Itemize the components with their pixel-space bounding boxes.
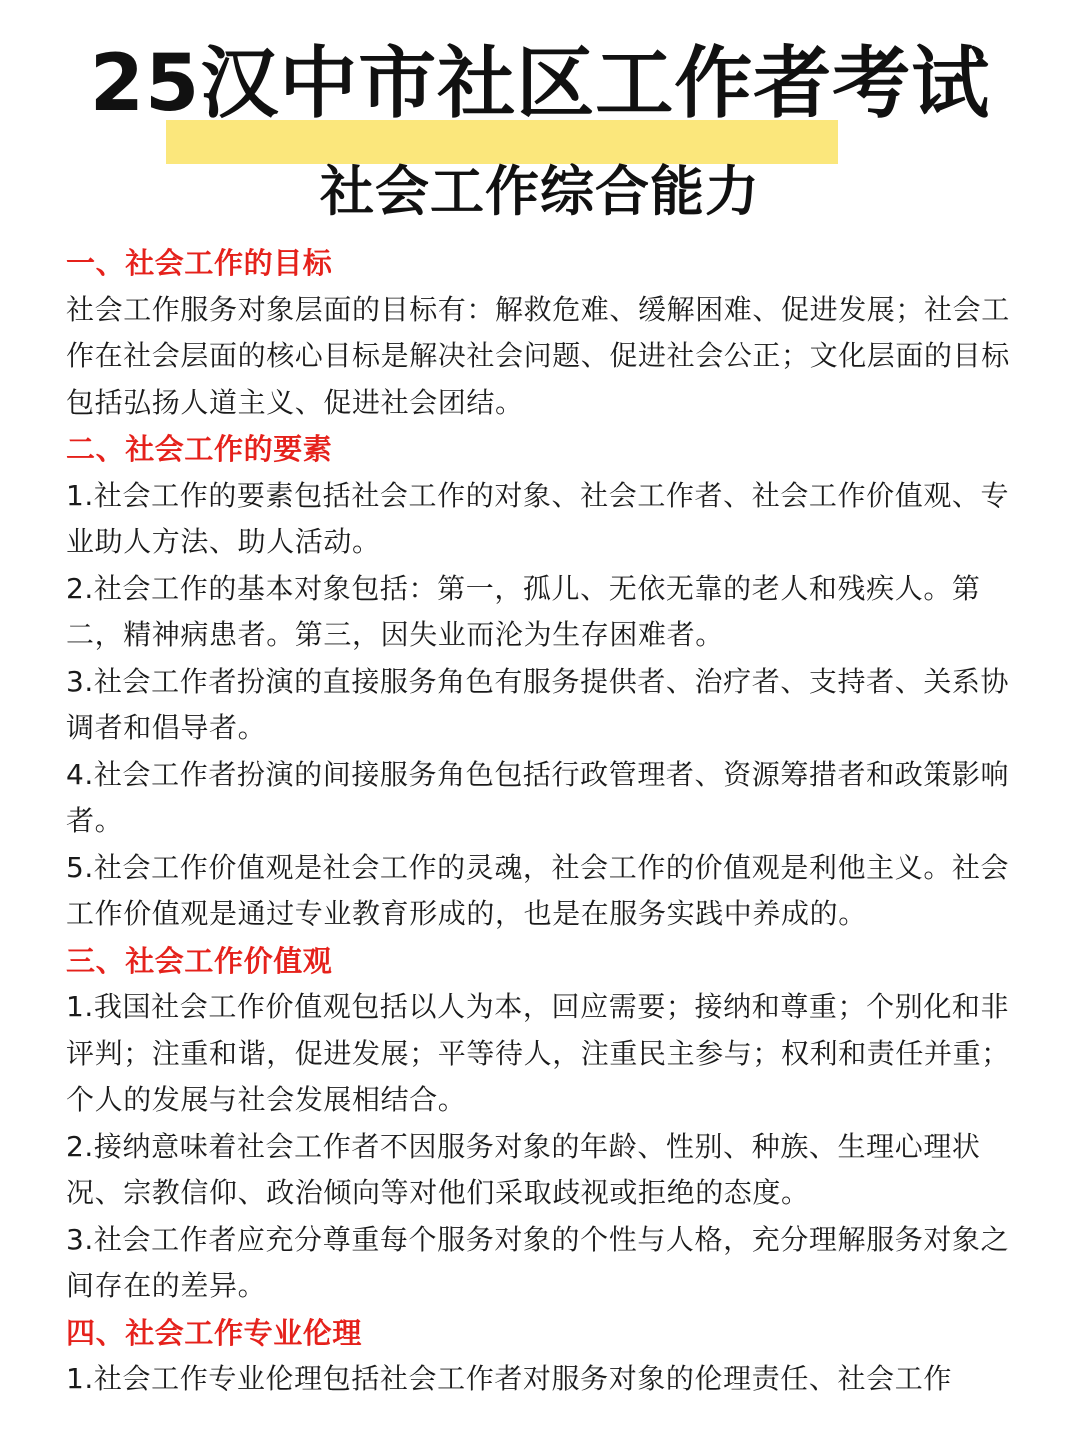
section-2-item-4: 4.社会工作者扮演的间接服务角色包括行政管理者、资源筹措者和政策影响者。 [66,757,1010,837]
section-heading-1: 一、社会工作的目标 [66,246,333,280]
page-subtitle: 社会工作综合能力 [320,160,760,223]
section-2-item-3: 3.社会工作者扮演的直接服务角色有服务提供者、治疗者、支持者、关系协调者和倡导者。 [66,664,1010,744]
section-2-item-2: 2.社会工作的基本对象包括：第一，孤儿、无依无靠的老人和残疾人。第二，精神病患者。第三，因失业而沦为生存困难者。 [66,571,981,651]
section-4-item-1: 1.社会工作专业伦理包括社会工作者对服务对象的伦理责任、社会工作 [66,1362,952,1395]
section-heading-4: 四、社会工作专业伦理 [66,1315,363,1350]
section-3-item-2: 2.接纳意味着社会工作者不因服务对象的年龄、性别、种族、生理心理状况、宗教信仰、政治倾向等对他们采取歧视或拒绝的态度。 [66,1129,981,1209]
page-title: 25汉中市社区工作者考试 [89,39,991,129]
section-3-item-1: 1.我国社会工作价值观包括以人为本，回应需要；接纳和尊重；个别化和非评判；注重和谐，促进发展；平等待人，注重民主参与；权利和责任并重；个人的发展与社会发展相结合。 [66,990,1010,1116]
section-heading-3: 三、社会工作价值观 [66,943,333,978]
content [66,240,1036,1403]
section-1-paragraph: 社会工作服务对象层面的目标有：解救危难、缓解困难、促进发展；社会工作在社会层面的核心目标是解决社会问题、促进社会公正；文化层面的目标包括弘扬人道主义、促进社会团结。 [66,292,1010,419]
section-heading-2: 二、社会工作的要素 [66,432,333,466]
section-2-item-5: 5.社会工作价值观是社会工作的灵魂，社会工作的价值观是利他主义。社会工作价值观是通过专业教育形成的，也是在服务实践中养成的。 [66,850,1010,930]
section-2-item-1: 1.社会工作的要素包括社会工作的对象、社会工作者、社会工作价值观、专业助人方法、助人活动。 [66,478,1010,558]
title-block [0,32,1080,136]
section-3-item-3: 3.社会工作者应充分尊重每个服务对象的个性与人格，充分理解服务对象之间存在的差异。 [66,1222,1010,1302]
